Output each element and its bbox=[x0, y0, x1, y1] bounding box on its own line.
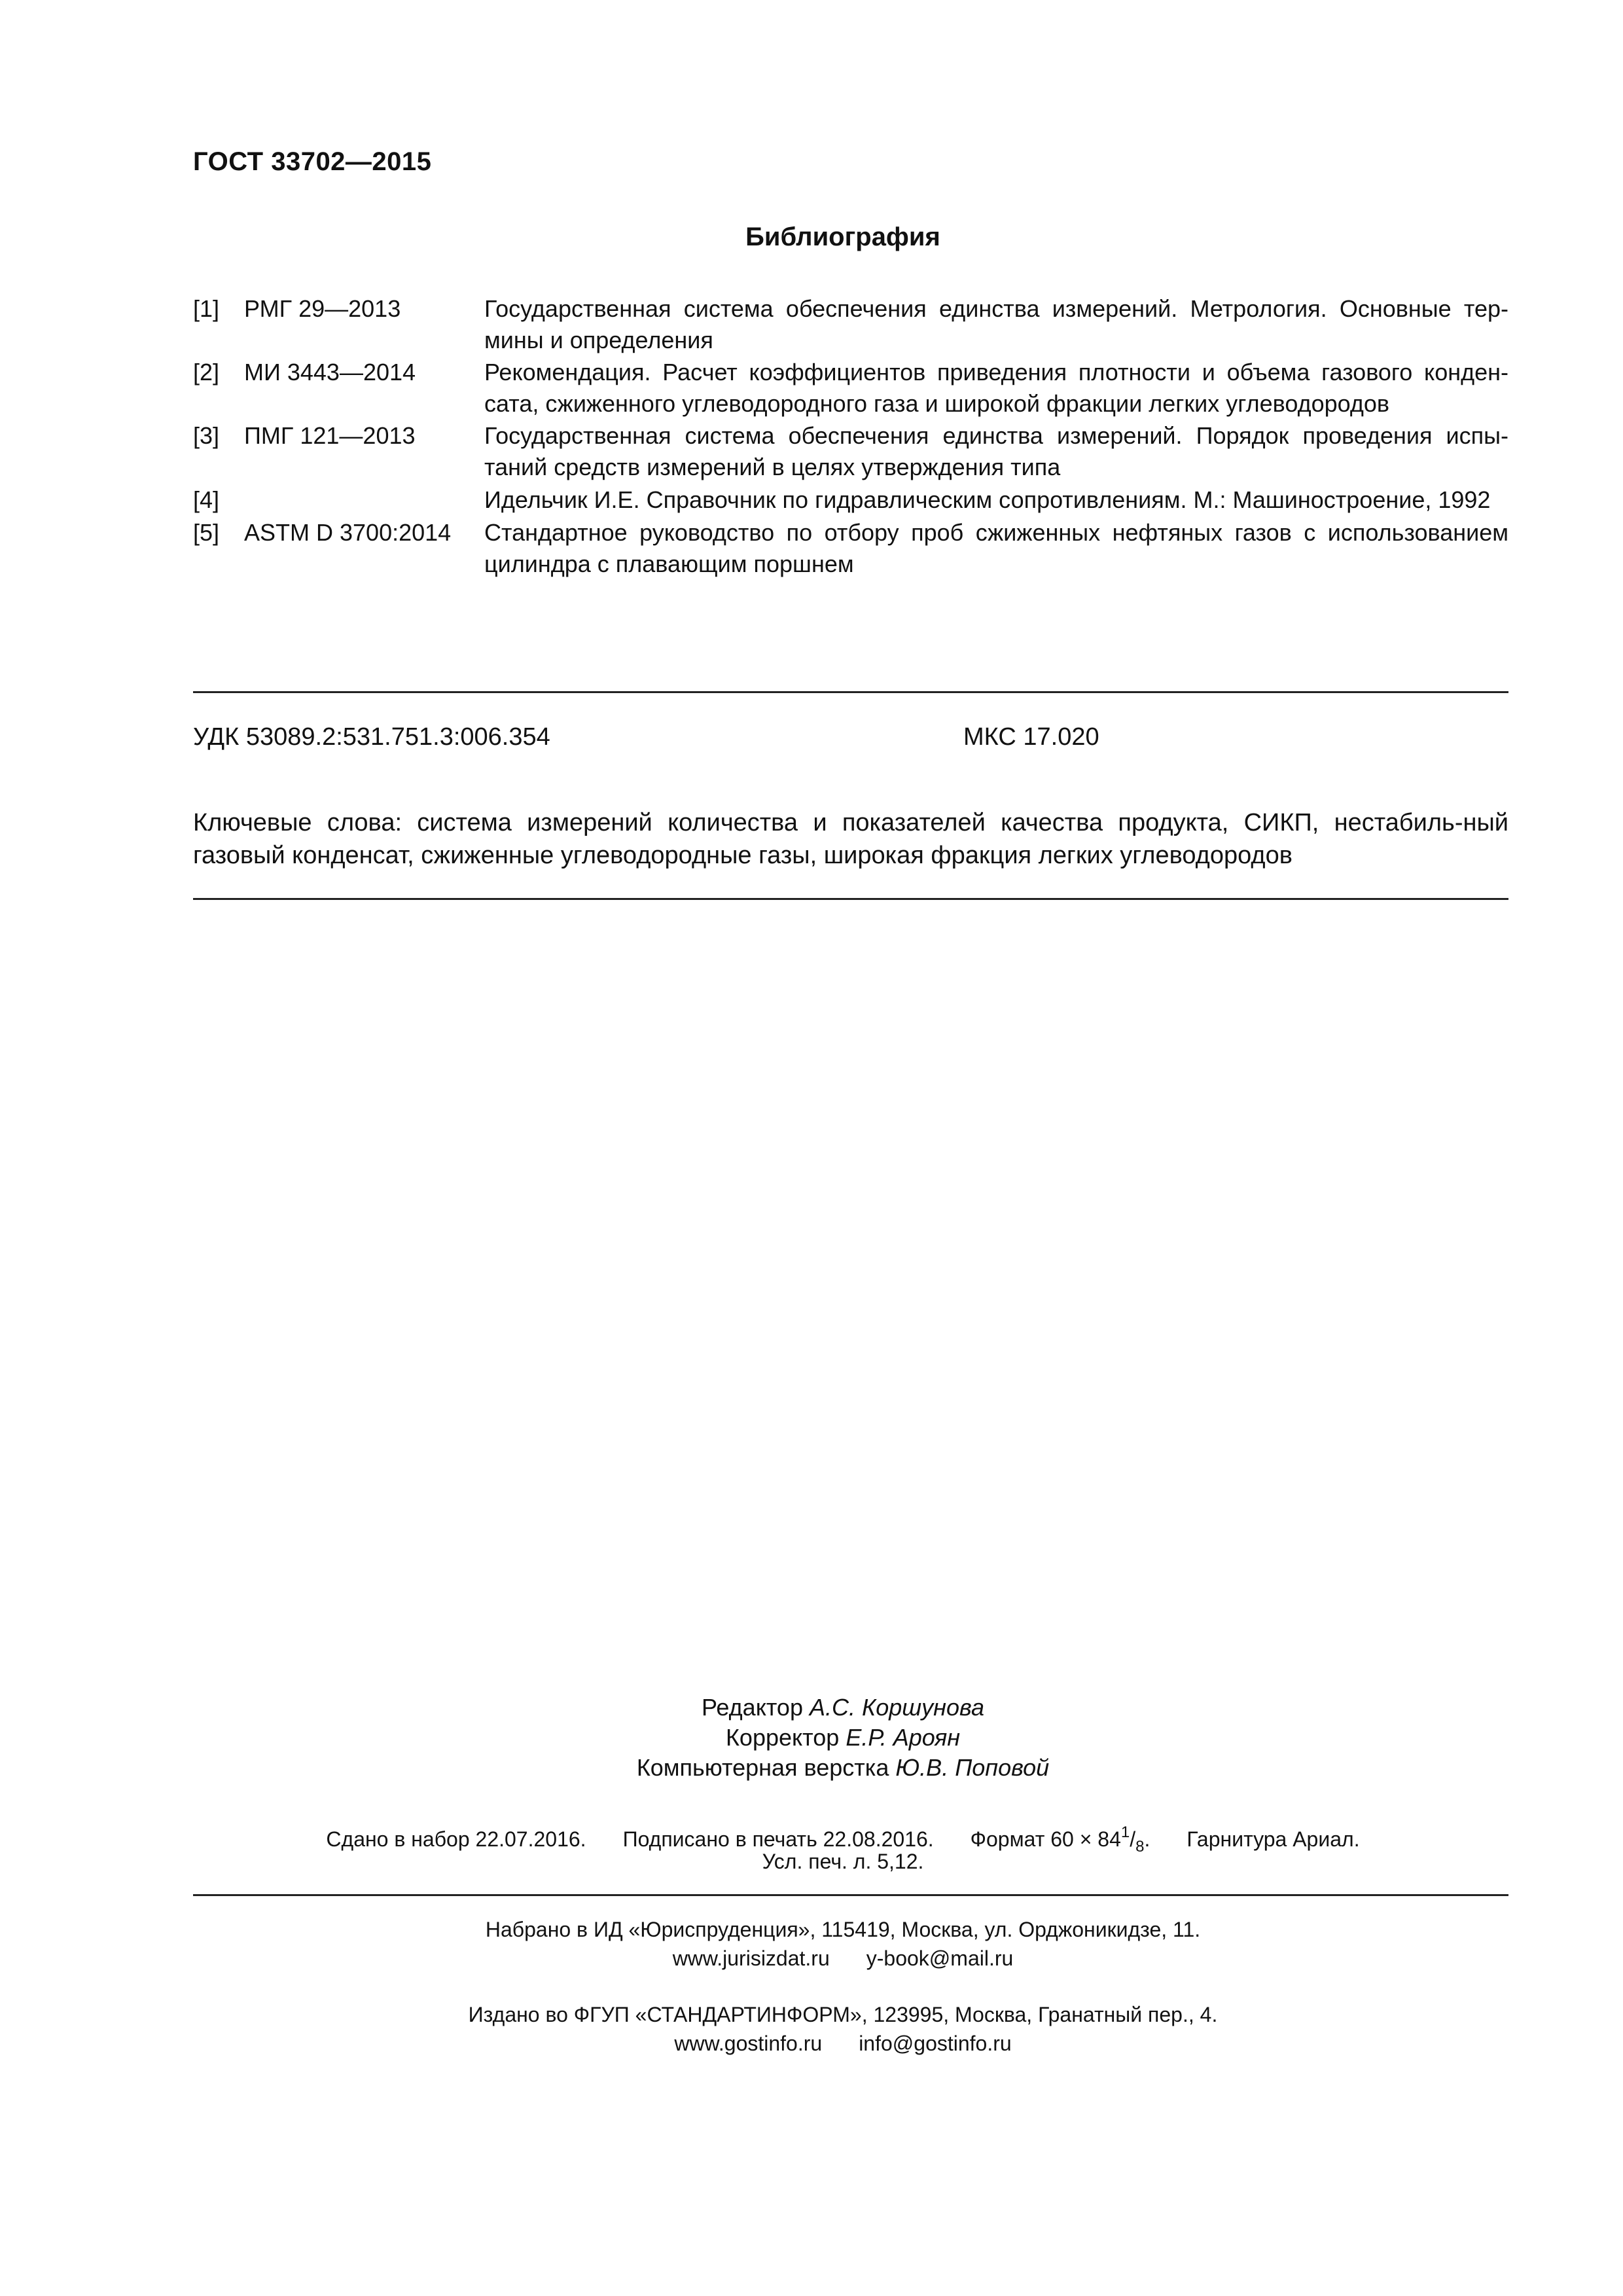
published-site: www.gostinfo.ru bbox=[674, 2032, 823, 2055]
entry-code: ПМГ 121—2013 bbox=[244, 422, 416, 449]
editor-name: А.С. Коршунова bbox=[809, 1694, 984, 1721]
udk-code: УДК 53089.2:531.751.3:006.354 bbox=[193, 723, 550, 751]
entry-number: [3] bbox=[193, 422, 220, 449]
print-sheets: Усл. печ. л. 5,12. bbox=[762, 1850, 924, 1873]
entry-text: Рекомендация. Расчет коэффициентов приведения плотности и объема газового конден-сата, сжиженного углеводородного газа и широкой фракции легких углеводородов bbox=[484, 359, 1508, 417]
entry-number: [2] bbox=[193, 359, 220, 386]
entry-code: ASTM D 3700:2014 bbox=[244, 519, 452, 546]
credit-editor bbox=[0, 1693, 1623, 1723]
published-email: info@gostinfo.ru bbox=[859, 2032, 1012, 2055]
signed-date: Подписано в печать 22.08.2016. bbox=[622, 1827, 934, 1851]
entry-number: [5] bbox=[193, 519, 220, 546]
entry-text: Стандартное руководство по отбору проб сжиженных нефтяных газов с использованием цилиндра с плавающим поршнем bbox=[484, 519, 1508, 577]
typeset-contacts bbox=[0, 1944, 1623, 1973]
entry-code: МИ 3443—2014 bbox=[244, 359, 416, 386]
divider bbox=[193, 898, 1508, 900]
typeset-by-line: Набрано в ИД «Юриспруденция», 115419, Москва, ул. Орджоникидзе, 11. bbox=[485, 1918, 1201, 1941]
divider bbox=[193, 691, 1508, 693]
corrector-name: Е.Р. Ароян bbox=[846, 1724, 961, 1751]
entry-number: [4] bbox=[193, 486, 220, 513]
divider bbox=[193, 1894, 1508, 1896]
entry-text: Государственная система обеспечения единства измерений. Порядок проведения испы-таний средств измерений в целях утверждения типа bbox=[484, 422, 1508, 480]
credit-corrector bbox=[0, 1723, 1623, 1753]
credit-layout bbox=[0, 1753, 1623, 1783]
format-sub: 8 bbox=[1135, 1838, 1145, 1856]
format-sup: 1 bbox=[1120, 1823, 1130, 1841]
typeset-site: www.jurisizdat.ru bbox=[672, 1946, 830, 1970]
entry-text: Идельчик И.Е. Справочник по гидравлическим сопротивлениям. М.: Машиностроение, 1992 bbox=[484, 486, 1491, 513]
keywords: Ключевые слова: система измерений количества и показателей качества продукта, СИКП, нестабиль-ный газовый конденсат, сжиженные углеводородные газы, широкая фракция легких углеводородов bbox=[193, 809, 1508, 869]
published-by-line: Издано во ФГУП «СТАНДАРТИНФОРМ», 123995, Москва, Гранатный пер., 4. bbox=[468, 2003, 1218, 2026]
layout-label: Компьютерная верстка bbox=[636, 1754, 889, 1781]
format-slash: / bbox=[1130, 1827, 1136, 1851]
format-end: . bbox=[1144, 1827, 1150, 1851]
editor-label: Редактор bbox=[702, 1694, 803, 1721]
corrector-label: Корректор bbox=[725, 1724, 840, 1751]
typeset-email: y-book@mail.ru bbox=[866, 1946, 1014, 1970]
entry-code: РМГ 29—2013 bbox=[244, 295, 401, 322]
document-standard-header: ГОСТ 33702—2015 bbox=[193, 147, 432, 176]
sent-date: Сдано в набор 22.07.2016. bbox=[326, 1827, 586, 1851]
format-prefix: Формат 60 × 84 bbox=[970, 1827, 1121, 1851]
bibliography-title: Библиография bbox=[745, 223, 940, 251]
mks-code: МКС 17.020 bbox=[963, 723, 1099, 751]
entry-number: [1] bbox=[193, 295, 220, 322]
typeface: Гарнитура Ариал. bbox=[1186, 1827, 1360, 1851]
entry-text: Государственная система обеспечения единства измерений. Метрология. Основные тер-мины и определения bbox=[484, 295, 1508, 353]
published-contacts bbox=[0, 2029, 1623, 2058]
layout-name: Ю.В. Поповой bbox=[895, 1754, 1050, 1781]
